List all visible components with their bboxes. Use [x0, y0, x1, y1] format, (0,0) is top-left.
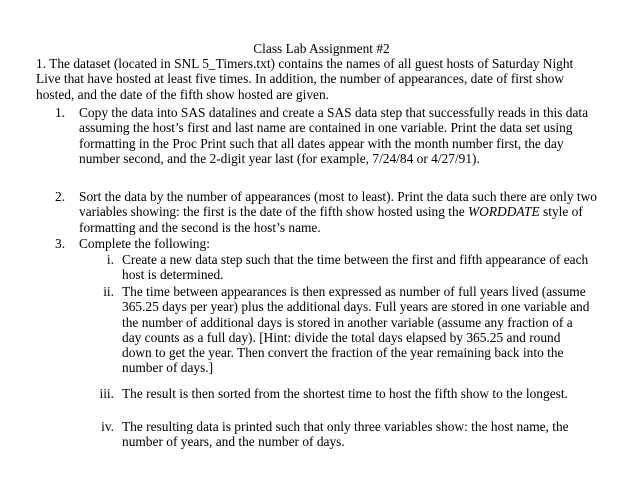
sub-item-text: Create a new data step such that the time between the first and fifth appearance of each host is determined.	[122, 252, 589, 283]
sub-item-text: The resulting data is printed such that only three variables show: the host name, the number of years, and the number of days.	[122, 419, 569, 450]
roman-numeral: iv.	[101, 419, 114, 434]
list-item-text-part: Sort the data by the number of appearances (most to least). Print the data such there are only two variables showing: the first is the date of the fifth show hosted using the	[79, 189, 597, 220]
intro-paragraph: 1. The dataset (located in SNL 5_Timers.txt) contains the names of all guest hosts of Saturday Night Live that have hosted at least five times. In addition, the number of appearances, date of first show hosted, and the date of the fifth show hosted are given.	[36, 56, 574, 102]
sub-item-text: The time between appearances is then expressed as number of full years lived (assume 365.25 days per year) plus the additional days. Full years are stored in one variable and the number of additional days is stored in another variable (assume any fraction of a day counts as a full day). [Hint: divide the total days elapsed by 365.25 and round down to get the year. Then convert the fraction of the year remaining back into the number of days.]	[122, 284, 590, 376]
sub-item-text: The result is then sorted from the shortest time to host the fifth show to the longest.	[122, 386, 568, 401]
list-item-text: Copy the data into SAS datalines and create a SAS data step that successfully reads in this data assuming the host’s first and last name are contained in one variable. Print the data set using formatting in the Proc Print such that all dates appear with the month number first, the day number second, and the 2-digit year last (for example, 7/24/84 or 4/27/91).	[79, 105, 589, 166]
roman-numeral: i.	[106, 252, 114, 267]
list-item-number: 2.	[55, 189, 66, 204]
list-item-number: 3.	[55, 236, 66, 251]
list-item-text: Complete the following:	[79, 236, 210, 251]
list-item-text-part: style of formatting and the second is the host’s name.	[79, 204, 583, 235]
list-item-number: 1.	[55, 105, 66, 120]
list-item-text	[79, 189, 601, 235]
roman-numeral: ii.	[103, 284, 114, 299]
worddate-format-name: WORDDATE	[468, 204, 540, 220]
document-title: Class Lab Assignment #2	[253, 41, 390, 56]
roman-numeral: iii.	[99, 386, 114, 401]
